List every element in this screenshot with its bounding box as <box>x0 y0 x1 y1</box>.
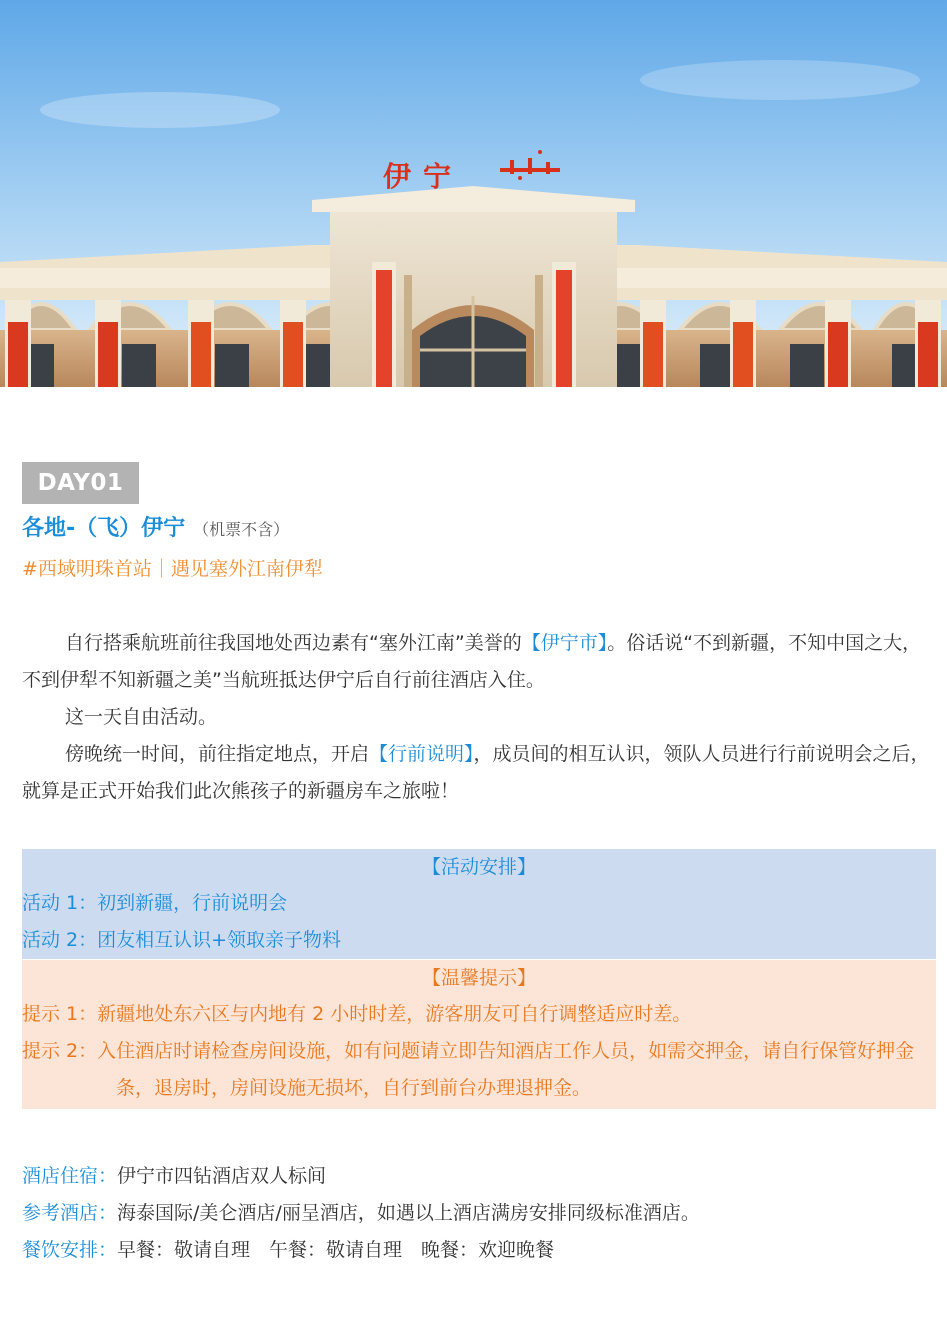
story-text: 。俗话说“不到新疆，不知中国之大，不到伊犁不知新疆之美”当航班抵达伊宁后自行前往酒店入住。 <box>22 632 922 691</box>
tips-heading: 【温馨提示】 <box>421 967 536 989</box>
activity-item: 活动 1：初到新疆，行前说明会 <box>22 892 288 914</box>
tip-item: 提示 1：新疆地处东六区与内地有 2 小时时差，游客朋友可自行调整适应时差。 <box>22 1003 692 1025</box>
story-paragraph-1 <box>22 625 938 699</box>
info-reference-hotel <box>22 1195 700 1232</box>
activity-item: 活动 2：团友相互认识+领取亲子物料 <box>22 929 342 951</box>
activities-box <box>22 849 936 959</box>
story-text: 自行搭乘航班前往我国地处西边素有“塞外江南”美誉的 <box>65 632 522 654</box>
story-paragraph-2: 这一天自由活动。 <box>65 706 218 728</box>
tip-item: 提示 2：入住酒店时请检查房间设施，如有问题请立即告知酒店工作人员，如需交押金，请自行保管好押金条，退房时，房间设施无损坏，自行到前台办理退押金。 <box>22 1040 915 1099</box>
tips-box <box>22 960 936 1109</box>
day-badge: DAY01 <box>22 462 139 504</box>
highlight-briefing: 【行前说明】 <box>369 743 474 765</box>
day-title-note: （机票不含） <box>193 520 290 539</box>
activities-heading: 【活动安排】 <box>421 856 536 878</box>
day-title <box>22 512 289 546</box>
info-meals <box>22 1232 554 1269</box>
day-title-route: 各地-（飞）伊宁 <box>22 516 186 541</box>
info-label: 餐饮安排： <box>22 1239 118 1261</box>
day-tagline: #西域明珠首站｜遇见塞外江南伊犁 <box>22 558 323 580</box>
story-text: ，成员间的相互认识，领队人员进行行前说明会之后，就算是正式开始我们此次熊孩子的新疆房车之旅啦！ <box>22 743 930 802</box>
info-label: 酒店住宿： <box>22 1165 118 1187</box>
station-sign: 伊宁 <box>383 160 464 193</box>
highlight-yining: 【伊宁市】 <box>521 632 608 654</box>
info-value: 早餐：敬请自理 午餐：敬请自理 晚餐：欢迎晚餐 <box>117 1239 555 1261</box>
story-text: 傍晚统一时间，前往指定地点，开启 <box>65 743 370 765</box>
info-value: 海泰国际/美仑酒店/丽呈酒店，如遇以上酒店满房安排同级标准酒店。 <box>117 1202 700 1224</box>
info-hotel <box>22 1158 326 1195</box>
info-label: 参考酒店： <box>22 1202 118 1224</box>
story-paragraph-3 <box>22 736 938 810</box>
hero-photo <box>0 0 947 387</box>
info-value: 伊宁市四钻酒店双人标间 <box>117 1165 327 1187</box>
